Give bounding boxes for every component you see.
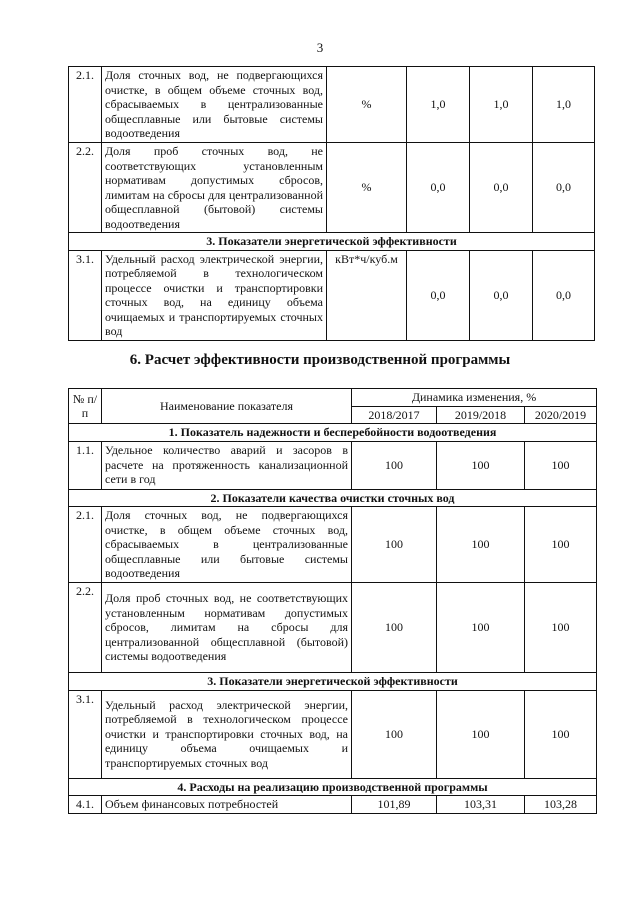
value-cell: 100 [437,583,525,673]
value-cell: 0,0 [470,143,533,233]
table-row [69,441,597,489]
page-number: 3 [316,40,324,55]
indicators-table-continued [68,66,595,341]
value-cell: 1,0 [407,67,470,143]
indicator-name: Доля проб сточных вод, не соответствующих установленным нормативам допустимых сбросов, лимитам на сбросы для централизованной общесплавной (бытовой) системы водоотведения [102,583,352,673]
row-number: 3.1. [69,690,102,778]
unit-cell: % [327,67,407,143]
section-header [69,424,597,442]
unit-cell: % [327,143,407,233]
header-year: 2018/2017 [352,406,437,424]
table-row [69,796,597,814]
row-number: 3.1. [69,250,102,340]
section-header [69,778,597,796]
table-header [69,389,597,407]
indicator-name: Доля сточных вод, не подвергающихся очистке, в общем объеме сточных вод, сбрасываемых в централизованные общесплавные или бытовые системы водоотведения [102,67,327,143]
value-cell: 0,0 [470,250,533,340]
row-number: 1.1. [69,441,102,489]
value-cell: 100 [525,690,597,778]
value-cell: 0,0 [407,143,470,233]
indicator-name: Доля проб сточных вод, не соответствующих установленным нормативам допустимых сбросов, лимитам на сбросы для централизованной общесплавной (бытовой) системы водоотведения [102,143,327,233]
header-dynamics: Динамика изменения, % [352,389,597,407]
table-row [69,583,597,673]
section-title: 3. Показатели энергетической эффективности [69,233,595,251]
value-cell: 0,0 [533,143,595,233]
header-year: 2019/2018 [437,406,525,424]
section-header [69,233,595,251]
row-number: 2.1. [69,507,102,583]
indicator-name: Объем финансовых потребностей [102,796,352,814]
table-row [69,690,597,778]
value-cell: 0,0 [533,250,595,340]
row-number: 4.1. [69,796,102,814]
value-cell: 101,89 [352,796,437,814]
value-cell: 100 [437,507,525,583]
value-cell: 100 [525,441,597,489]
value-cell: 100 [352,583,437,673]
value-cell: 100 [352,690,437,778]
value-cell: 1,0 [533,67,595,143]
row-number: 2.2. [69,583,102,673]
table-row [69,143,595,233]
value-cell: 100 [437,690,525,778]
indicator-name: Удельный расход электрической энергии, потребляемой в технологическом процессе очистки и транспортировки сточных вод, на единицу объема очищаемых и транспортируемых сточных вод [102,690,352,778]
section-title: 3. Показатели энергетической эффективности [69,673,597,691]
value-cell: 100 [525,507,597,583]
value-cell: 100 [352,507,437,583]
value-cell: 100 [352,441,437,489]
section-title: 4. Расходы на реализацию производственной программы [69,778,597,796]
header-name: Наименование показателя [102,389,352,424]
section-header [69,489,597,507]
value-cell: 103,28 [525,796,597,814]
efficiency-table [68,388,597,814]
indicator-name: Удельный расход электрической энергии, потребляемой в технологическом процессе очистки и транспортировки сточных вод, на единицу объема очищаемых и транспортируемых сточных вод [102,250,327,340]
value-cell: 0,0 [407,250,470,340]
section-header [69,673,597,691]
value-cell: 100 [437,441,525,489]
section-title: 1. Показатель надежности и бесперебойности водоотведения [69,424,597,442]
unit-cell: кВт*ч/куб.м [327,250,407,340]
value-cell: 103,31 [437,796,525,814]
header-number: № п/п [69,389,102,424]
table-row [69,67,595,143]
header-year: 2020/2019 [525,406,597,424]
row-number: 2.2. [69,143,102,233]
indicator-name: Доля сточных вод, не подвергающихся очистке, в общем объеме сточных вод, сбрасываемых в централизованные общесплавные или бытовые системы водоотведения [102,507,352,583]
value-cell: 100 [525,583,597,673]
table-row [69,250,595,340]
row-number: 2.1. [69,67,102,143]
indicator-name: Удельное количество аварий и засоров в расчете на протяженность канализационной сети в год [102,441,352,489]
section-6-title: 6. Расчет эффективности производственной программы [129,352,511,368]
table-row [69,507,597,583]
section-title: 2. Показатели качества очистки сточных вод [69,489,597,507]
value-cell: 1,0 [470,67,533,143]
